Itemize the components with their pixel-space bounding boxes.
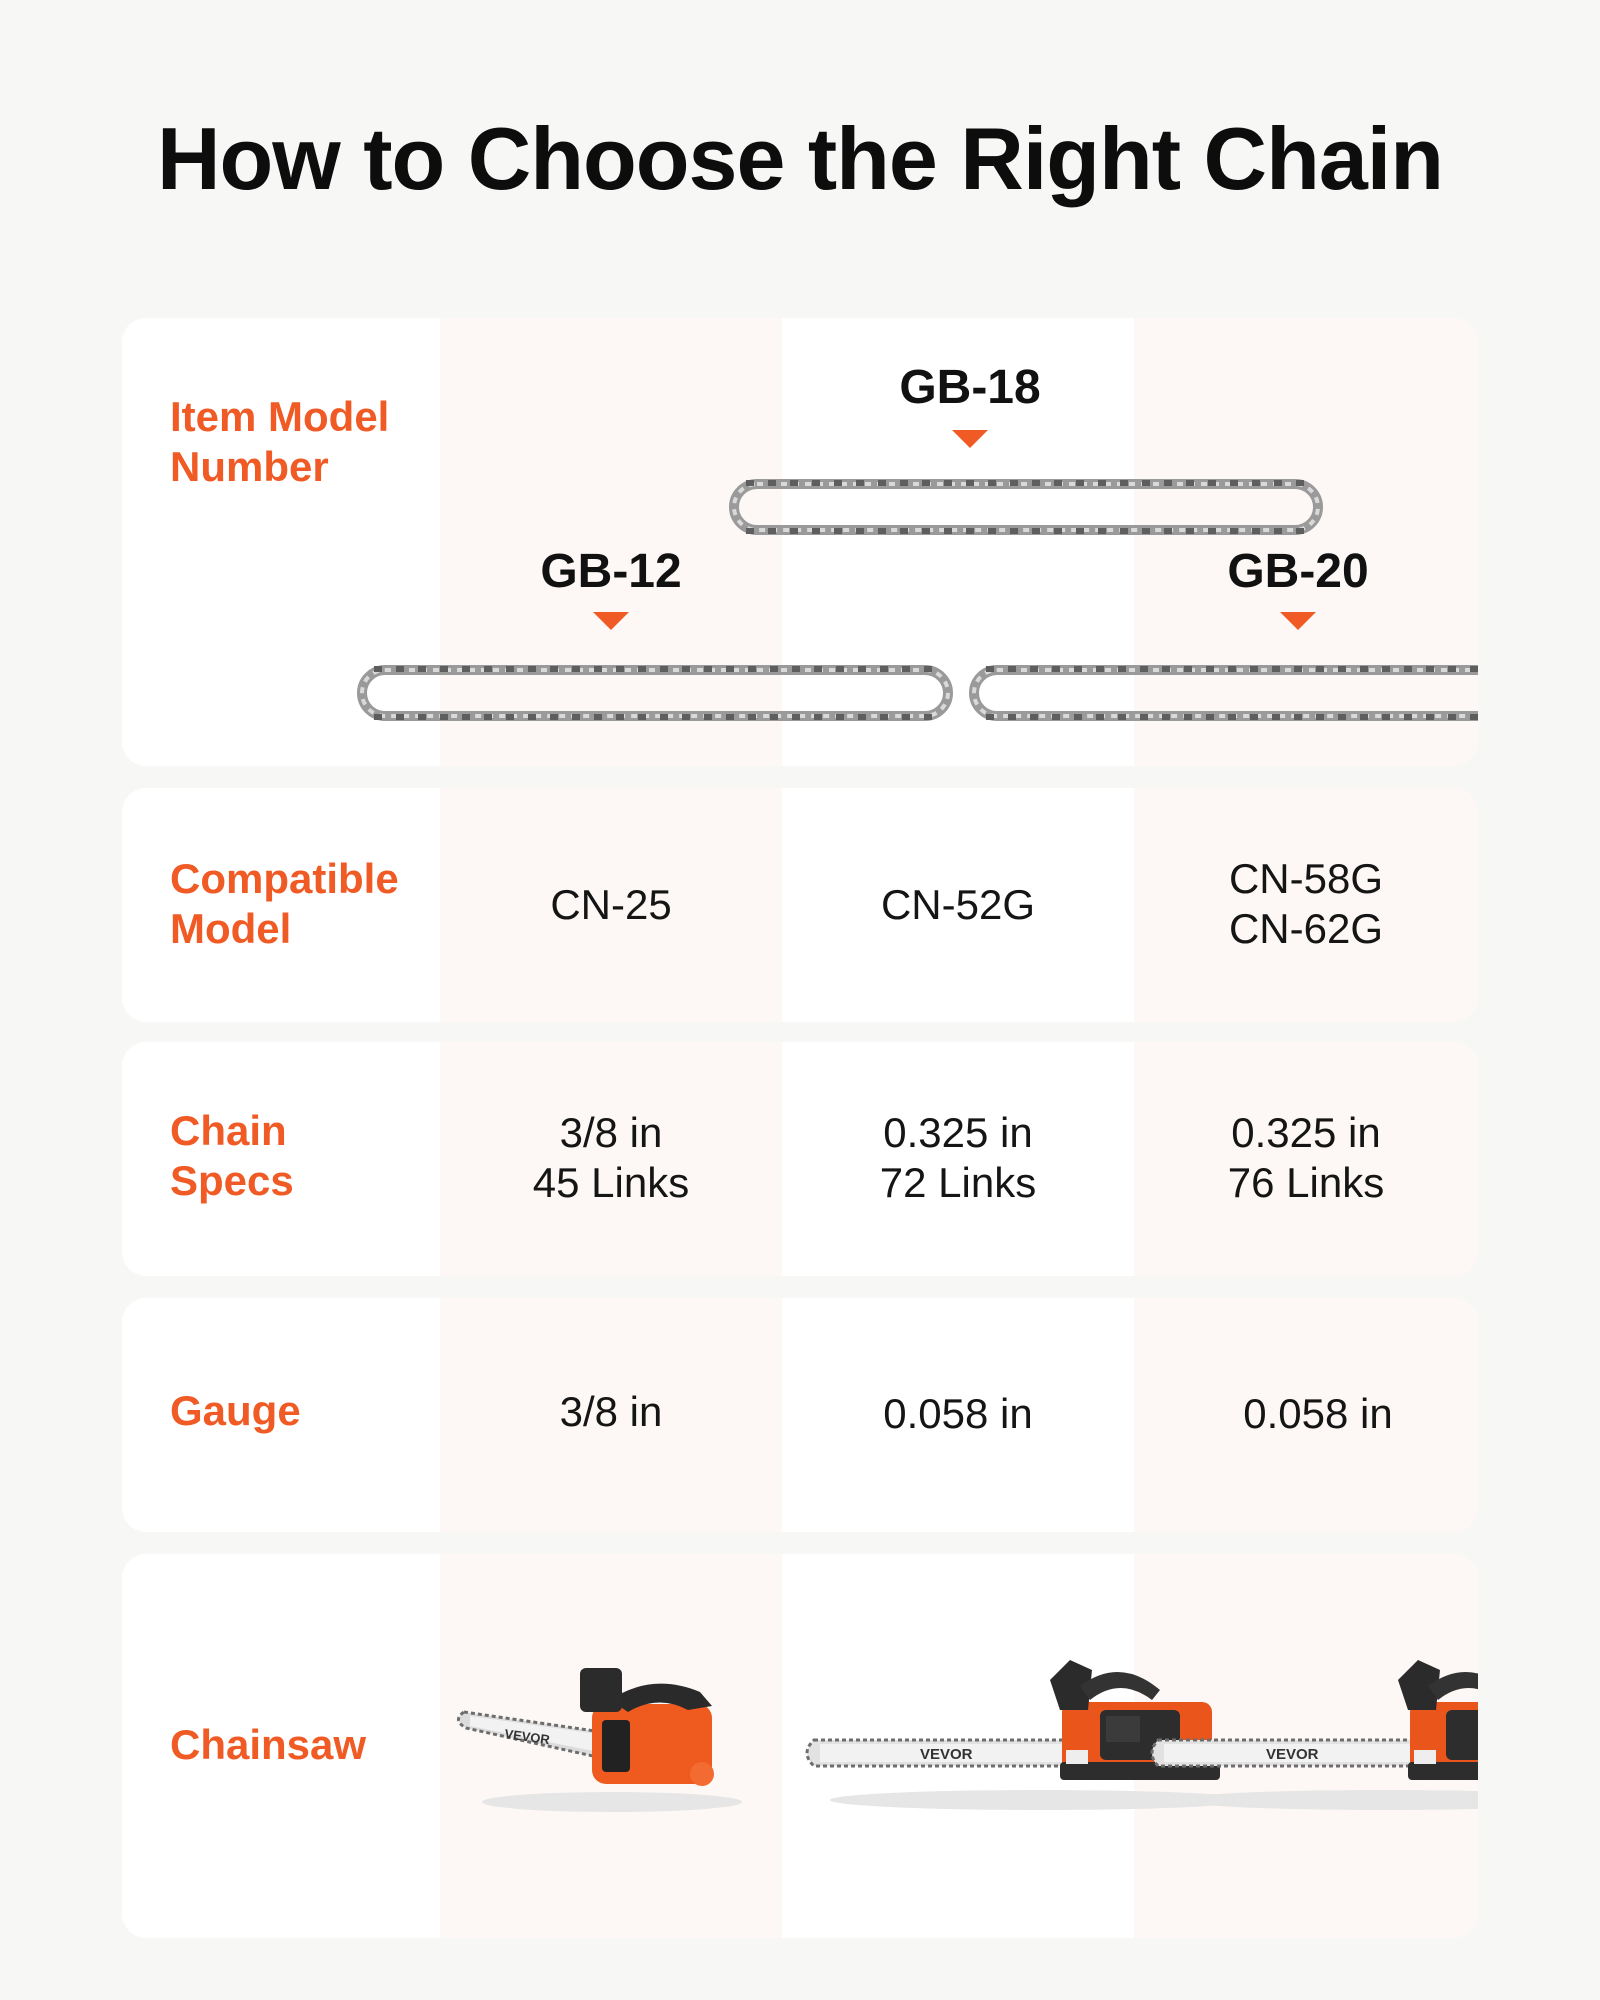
chain-gb-18-icon — [726, 476, 1326, 538]
gauge-gb-20: 0.058 in — [1243, 1390, 1393, 1437]
chain-gb-12-icon — [354, 662, 956, 724]
compatible-model-label: Compatible Model — [170, 855, 399, 952]
gauge-gb-18: 0.058 in — [883, 1390, 1033, 1437]
chainsaw-card — [122, 1554, 1478, 1938]
svg-text:VEVOR: VEVOR — [920, 1746, 973, 1763]
chain-specs-gb-18: 0.325 in 72 Links — [879, 1109, 1037, 1206]
model-gb-12: GB-12 — [540, 545, 682, 598]
chainsaw-label: Chainsaw — [170, 1721, 367, 1768]
gauge-card — [122, 1298, 1478, 1532]
chain-specs-gb-12: 3/8 in 45 Links — [532, 1109, 690, 1206]
chain-specs-gb-20: 0.325 in 76 Links — [1227, 1109, 1385, 1206]
chain-specs-card — [122, 1042, 1478, 1276]
page-title: How to Choose the Right Chain — [156, 109, 1443, 208]
arrow-gb-12-icon — [593, 612, 629, 630]
model-gb-18: GB-18 — [899, 361, 1041, 414]
gauge-gb-12: 3/8 in — [559, 1388, 663, 1435]
arrow-gb-20-icon — [1280, 612, 1316, 630]
arrow-gb-18-icon — [952, 430, 988, 448]
chainsaw-cn-58g-image — [1146, 1650, 1478, 1820]
item-model-label: Item Model Number — [170, 393, 390, 490]
chainsaw-cn-25-image — [452, 1654, 762, 1824]
model-gb-20: GB-20 — [1227, 545, 1369, 598]
compatible-gb-20: CN-58G CN-62G — [1228, 855, 1384, 952]
chain-gb-20-icon — [966, 662, 1478, 724]
gauge-label: Gauge — [170, 1387, 301, 1434]
item-model-card — [122, 318, 1478, 766]
chain-specs-label: Chain Specs — [170, 1107, 294, 1204]
compatible-gb-12: CN-25 — [550, 881, 672, 928]
svg-text:VEVOR: VEVOR — [1266, 1746, 1319, 1763]
svg-text:VEVOR: VEVOR — [503, 1726, 551, 1748]
compatible-model-card — [122, 788, 1478, 1022]
compatible-gb-18: CN-52G — [880, 881, 1036, 928]
